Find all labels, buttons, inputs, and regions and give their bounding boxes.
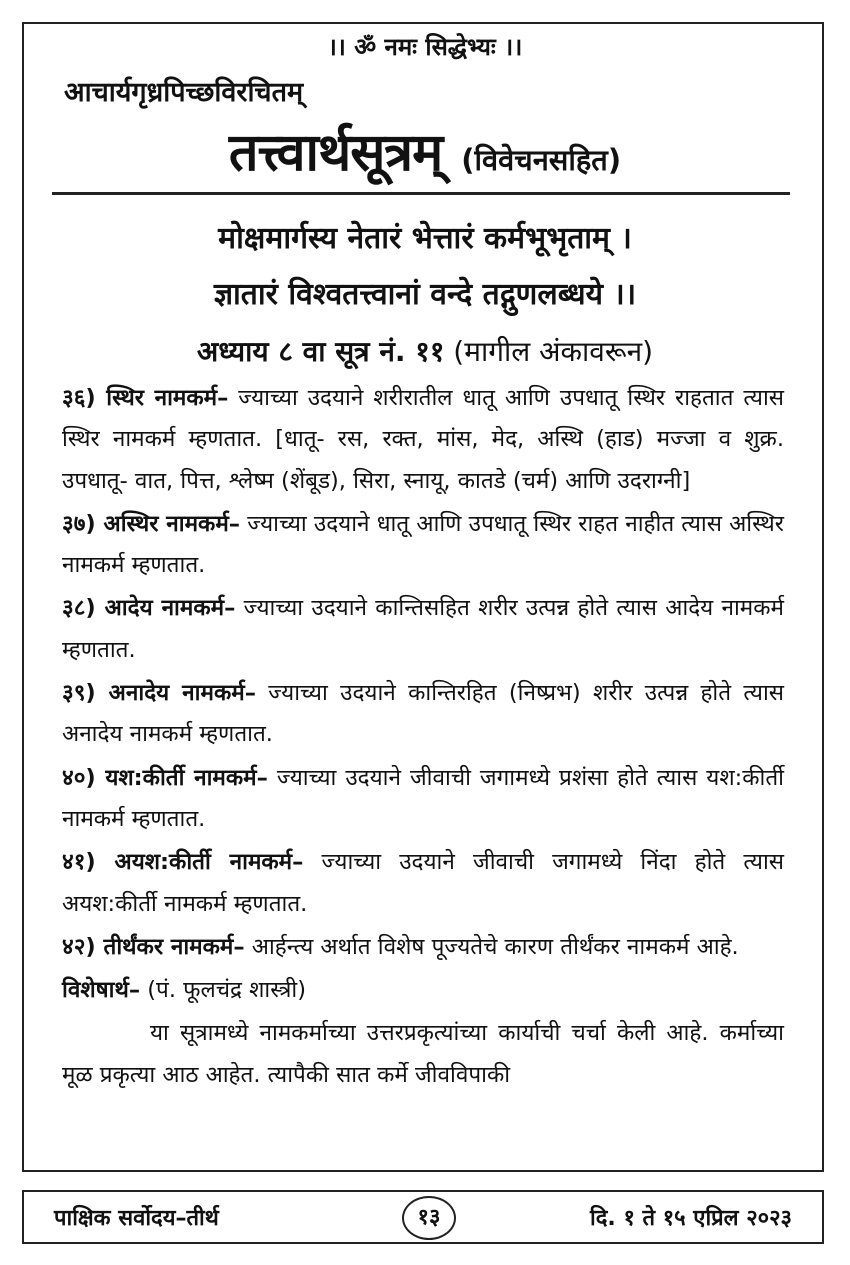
entry-term: ४०) यश:कीर्ती नामकर्म– — [62, 764, 268, 791]
entry-paragraph — [62, 588, 784, 671]
chapter-label: अध्याय ८ वा सूत्र नं. ११ — [196, 335, 445, 368]
title-row — [0, 115, 850, 186]
commentary-author: (पं. फूलचंद्र शास्त्री) — [140, 977, 307, 1004]
entry-paragraph — [62, 378, 784, 502]
page-title: तत्त्वार्थसूत्रम् — [228, 123, 443, 183]
entry-paragraph — [62, 673, 784, 756]
entry-paragraph — [62, 504, 784, 587]
entry-text: ज्याच्या उदयाने धातू आणि उपधातू स्थिर राहत नाहीत त्यास अस्थिर नामकर्म म्हणतात. — [62, 510, 784, 579]
entry-text: ज्याच्या उदयाने जीवाची जगामध्ये प्रशंसा होते त्यास यश:कीर्ती नामकर्म म्हणतात. — [62, 764, 784, 832]
page-subtitle: (विवेचनसहित) — [461, 143, 622, 177]
verse-line-2: ज्ञातारं विश्वतत्त्वानां वन्दे तद्गुणलब्धये ।। — [213, 277, 637, 312]
entry-paragraph — [62, 758, 784, 841]
entry-term: ३९) अनादेय नामकर्म– — [62, 680, 256, 707]
author-line: आचार्यगृध्रपिच्छविरचितम् — [64, 77, 304, 108]
entry-text: ज्याच्या उदयाने शरीरातील धातू आणि उपधातू स्थिर राहतात त्यास स्थिर नामकर्म म्हणतात. [धातू- रस, रक्त, मांस, मेद, अस्थि (हाड) मज्जा व शुक्र. उपधातू- वात, पित्त, श्लेष्म (शेंबूड), सिरा, स्नायू, कातडे (चर्म) आणि उदराग्नी] — [62, 385, 784, 494]
entry-term: ४२) तीर्थंकर नामकर्म– — [62, 933, 245, 960]
publication-name: पाक्षिक सर्वोदय–तीर्थ — [54, 1206, 219, 1231]
entry-term: ३७) अस्थिर नामकर्म– — [62, 510, 241, 537]
article-body — [62, 378, 784, 1096]
entry-term: ३६) स्थिर नामकर्म– — [62, 385, 229, 411]
commentary-paragraph: या सूत्रामध्ये नामकर्माच्या उत्तरप्रकृत्यांच्या कार्याची चर्चा केली आहे. कर्माच्या मूळ प्रकृत्या आठ आहेत. त्यापैकी सात कर्मे जीवविपाकी — [62, 1020, 784, 1088]
issue-date: दि. १ ते १५ एप्रिल २०२३ — [590, 1206, 792, 1231]
title-divider — [52, 192, 790, 195]
page-number: १३ — [402, 1196, 456, 1240]
page-footer — [22, 1190, 824, 1244]
entry-text: ज्याच्या उदयाने जीवाची जगामध्ये निंदा होते त्यास अयश:कीर्ती नामकर्म म्हणतात. — [62, 849, 784, 917]
entry-term: ४१) अयश:कीर्ती नामकर्म– — [62, 849, 304, 876]
commentary-heading — [62, 970, 784, 1011]
entry-text: आर्हन्त्य अर्थात विशेष पूज्यतेचे कारण तीर्थंकर नामकर्म आहे. — [244, 933, 739, 960]
invocation-line: ।। ॐ नमः सिद्धेभ्यः ।। — [327, 33, 523, 61]
verse-line-1: मोक्षमार्गस्य नेतारं भेत्तारं कर्मभूभृताम् । — [218, 221, 632, 256]
entry-term: ३८) आदेय नामकर्म– — [62, 595, 236, 622]
entry-text: ज्याच्या उदयाने कान्तिरहित (निष्प्रभ) शरीर उत्पन्न होते त्यास अनादेय नामकर्म म्हणतात. — [62, 680, 784, 748]
chapter-note: (मागील अंकावरून) — [453, 335, 654, 368]
chapter-heading — [0, 332, 850, 370]
entry-text: ज्याच्या उदयाने कान्तिसहित शरीर उत्पन्न होते त्यास आदेय नामकर्म म्हणतात. — [62, 595, 784, 663]
entry-paragraph — [62, 842, 784, 925]
commentary-title: विशेषार्थ– — [62, 977, 141, 1004]
entry-paragraph — [62, 927, 784, 968]
